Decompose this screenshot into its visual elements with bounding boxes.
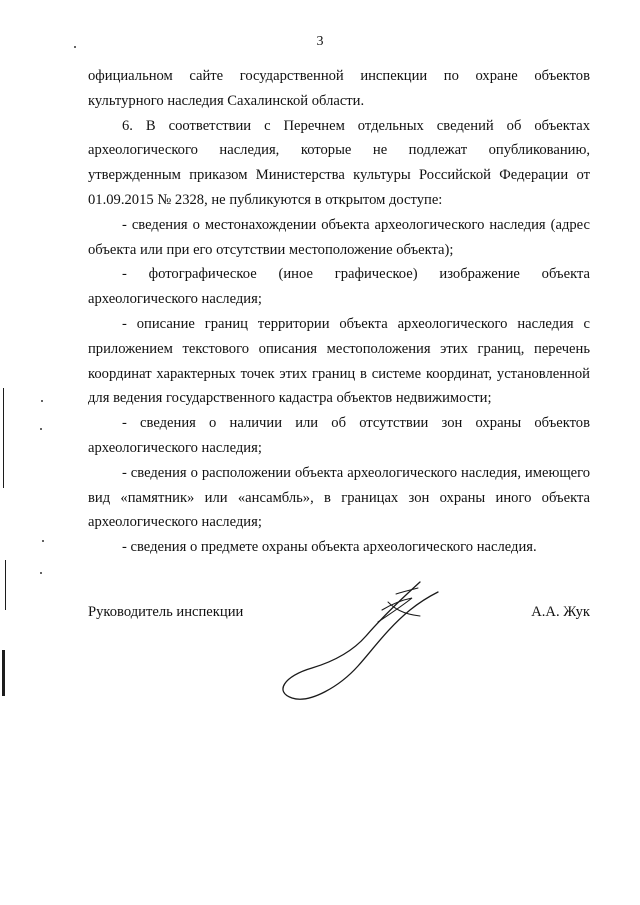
paragraph-continuation: официальном сайте государственной инспекции по охране объектов культурного наследия Сахалинской области.: [88, 68, 590, 109]
margin-binding-mark: [5, 560, 6, 610]
scan-speck: [74, 46, 76, 48]
scan-speck: [41, 400, 43, 402]
scan-speck: [40, 428, 42, 430]
document-body: [88, 64, 590, 560]
list-item-protection-subject: - сведения о предмете охраны объекта археологического наследия.: [122, 539, 537, 556]
paragraph-item-6: 6. В соответствии с Перечнем отдельных сведений об объектах археологического наследия, которые не подлежат опубликованию, утвержденным приказом Министерства культуры Российской Федерации от 01.09.2015 № 2328, не публикуются в открытом доступе:: [88, 117, 590, 208]
handwritten-signature: [270, 574, 450, 704]
margin-binding-mark: [3, 388, 4, 488]
signatory-name: А.А. Жук: [531, 604, 590, 620]
scan-speck: [42, 540, 44, 542]
list-item-location: - сведения о местонахождении объекта археологического наследия (адрес объекта или при его отсутствии местоположение объекта);: [88, 216, 590, 258]
list-item-protection-zones: - сведения о наличии или об отсутствии зон охраны объектов археологического наследия;: [88, 415, 590, 456]
list-item-photo: - фотографическое (иное графическое) изображение объекта археологического наследия;: [88, 266, 590, 308]
page-number: 3: [316, 34, 324, 49]
list-item-boundaries: - описание границ территории объекта археологического наследия с приложением текстового описания местоположения этих границ, перечень координат характерных точек этих границ в системе координат, установленной для ведения государственного кадастра объектов недвижимости;: [88, 315, 590, 407]
list-item-monument-location: - сведения о расположении объекта археологического наследия, имеющего вид «памятник» или «ансамбль», в границах зон охраны иного объекта археологического наследия;: [88, 464, 590, 531]
margin-binding-mark: [2, 650, 5, 696]
scan-speck: [40, 572, 42, 574]
signatory-title: Руководитель инспекции: [88, 604, 244, 620]
